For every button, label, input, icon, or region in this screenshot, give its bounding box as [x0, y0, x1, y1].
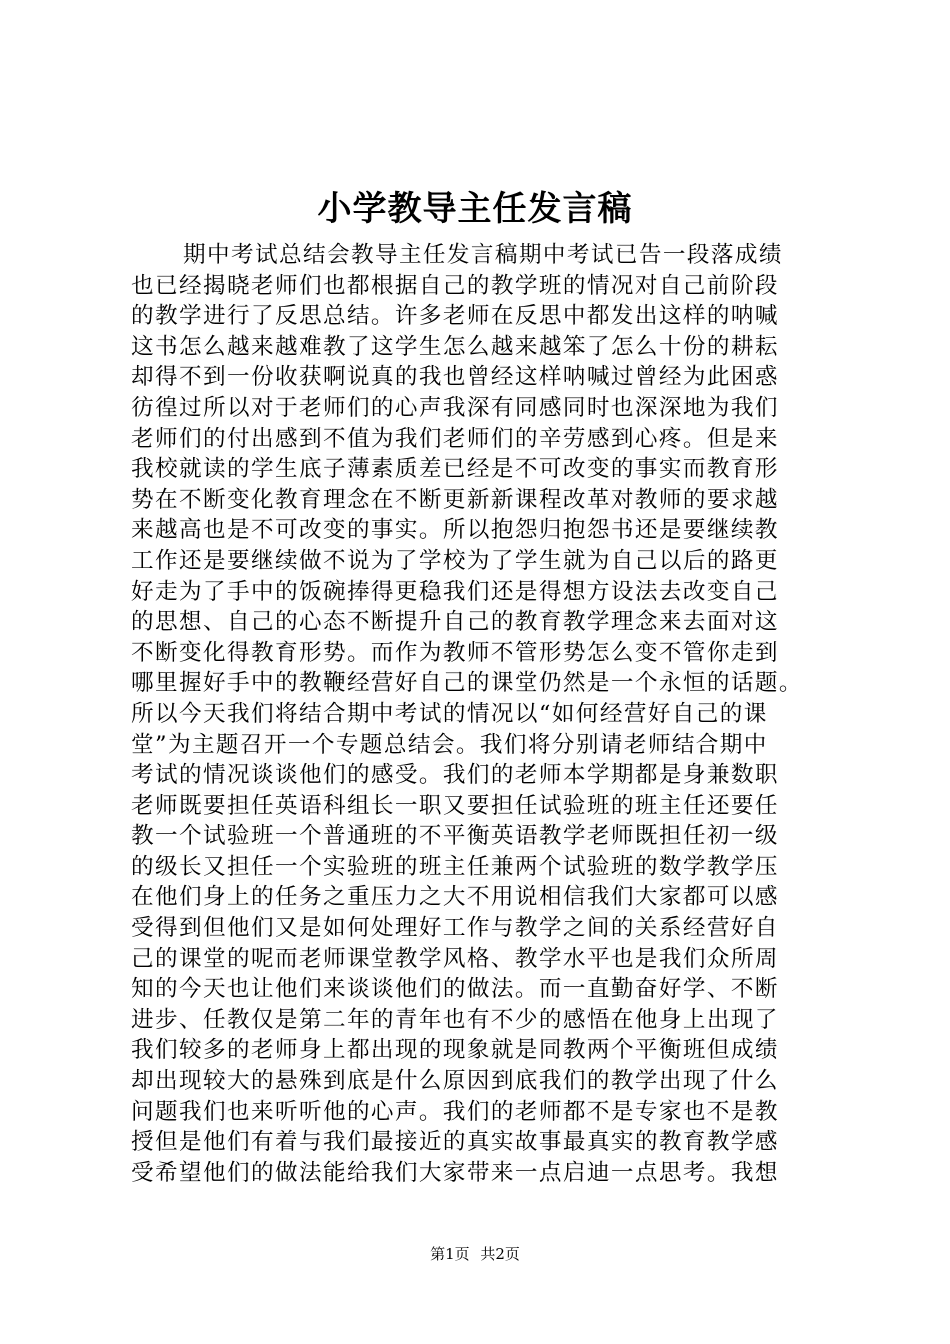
text-line: 在他们身上的任务之重压力之大不用说相信我们大家都可以感 [131, 884, 779, 911]
text-line: 知的今天也让他们来谈谈他们的做法。而一直勤奋好学、不断 [131, 976, 779, 1003]
text-line: 所以今天我们将结合期中考试的情况以“如何经营好自己的课 [131, 700, 768, 727]
text-line: 受希望他们的做法能给我们大家带来一点启迪一点思考。我想 [131, 1159, 779, 1186]
text-line: 的思想、自己的心态不断提升自己的教育教学理念来去面对这 [131, 609, 779, 636]
text-line: 这书怎么越来越难教了这学生怎么越来越笨了怎么十份的耕耘 [131, 333, 779, 360]
text-line: 却得不到一份收获啊说真的我也曾经这样呐喊过曾经为此困惑 [131, 364, 779, 391]
text-line: 哪里握好手中的教鞭经营好自己的课堂仍然是一个永恒的话题。 [131, 670, 803, 697]
text-line: 期中考试总结会教导主任发言稿期中考试已告一段落成绩 [183, 242, 783, 268]
page-number: 第1页 [430, 1245, 470, 1263]
text-line: 的教学进行了反思总结。许多老师在反思中都发出这样的呐喊 [131, 303, 779, 330]
text-line: 我们较多的老师身上都出现的现象就是同教两个平衡班但成绩 [131, 1037, 779, 1064]
text-line: 却出现较大的悬殊到底是什么原因到底我们的教学出现了什么 [131, 1068, 779, 1095]
text-line: 来越高也是不可改变的事实。所以抱怨归抱怨书还是要继续教 [131, 517, 779, 544]
text-line: 彷徨过所以对于老师们的心声我深有同感同时也深深地为我们 [131, 394, 779, 421]
text-line: 教一个试验班一个普通班的不平衡英语教学老师既担任初一级 [131, 823, 779, 850]
text-line: 的级长又担任一个实验班的班主任兼两个试验班的数学教学压 [131, 853, 779, 880]
text-line: 授但是他们有着与我们最接近的真实故事最真实的教育教学感 [131, 1129, 779, 1156]
text-line: 考试的情况谈谈他们的感受。我们的老师本学期都是身兼数职 [131, 762, 779, 789]
body-paragraph [131, 240, 851, 1188]
text-line: 老师们的付出感到不值为我们老师们的辛劳感到心疼。但是来 [131, 425, 779, 452]
text-line: 势在不断变化教育理念在不断更新新课程改革对教师的要求越 [131, 486, 779, 513]
page-total: 共2页 [480, 1245, 520, 1263]
text-line: 受得到但他们又是如何处理好工作与教学之间的关系经营好自 [131, 915, 779, 942]
text-line: 工作还是要继续做不说为了学校为了学生就为自己以后的路更 [131, 547, 779, 574]
text-line: 也已经揭晓老师们也都根据自己的教学班的情况对自己前阶段 [131, 272, 779, 299]
text-line: 好走为了手中的饭碗捧得更稳我们还是得想方设法去改变自己 [131, 578, 779, 605]
text-line: 老师既要担任英语科组长一职又要担任试验班的班主任还要任 [131, 792, 779, 819]
text-line: 问题我们也来听听他的心声。我们的老师都不是专家也不是教 [131, 1098, 779, 1125]
text-line: 堂”为主题召开一个专题总结会。我们将分别请老师结合期中 [131, 731, 768, 758]
page-footer [0, 1244, 950, 1264]
text-line: 不断变化得教育形势。而作为教师不管形势怎么变不管你走到 [131, 639, 779, 666]
text-line: 进步、任教仅是第二年的青年也有不少的感悟在他身上出现了 [131, 1006, 779, 1033]
text-line: 我校就读的学生底子薄素质差已经是不可改变的事实而教育形 [131, 456, 779, 483]
page-title: 小学教导主任发言稿 [317, 189, 633, 229]
text-line: 己的课堂的呢而老师课堂教学风格、教学水平也是我们众所周 [131, 945, 779, 972]
